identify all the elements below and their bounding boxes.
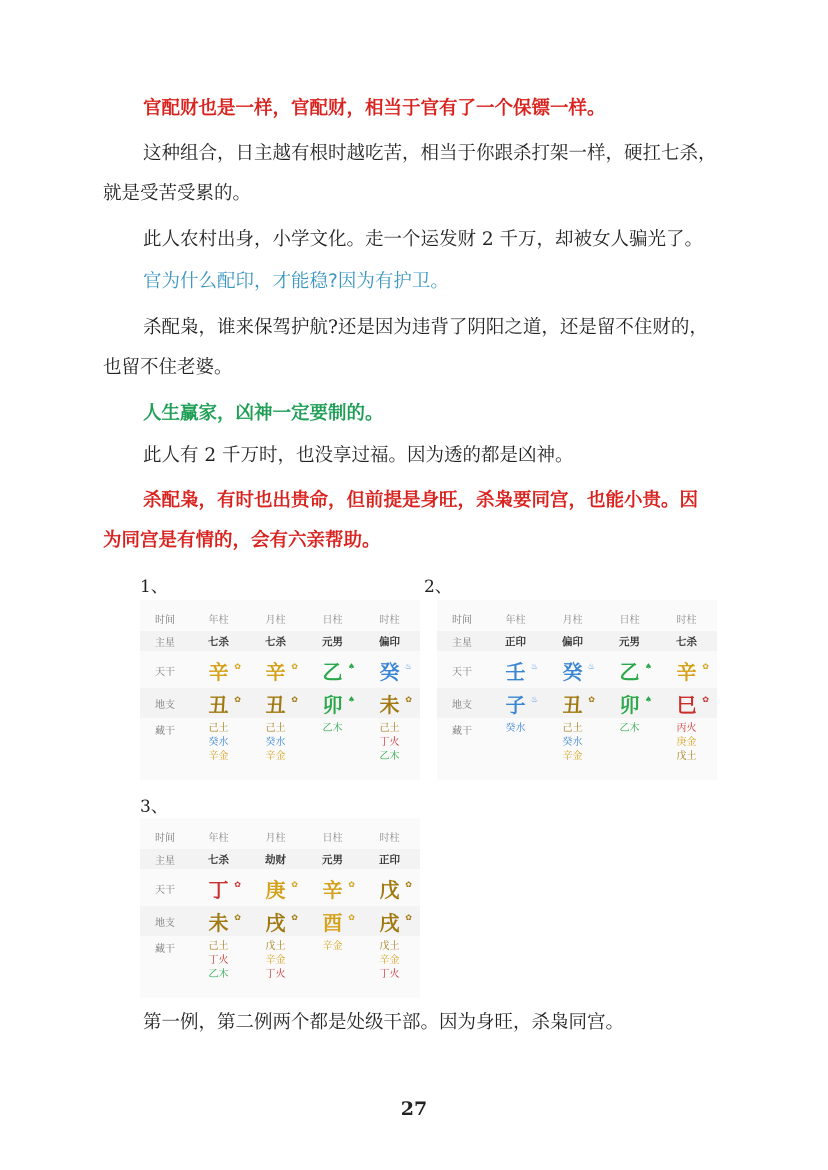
pillar-header: 月柱 <box>265 832 286 844</box>
main-star: 七杀 <box>676 635 697 648</box>
branch-row <box>140 688 420 718</box>
main-star: 元男 <box>619 635 640 648</box>
stem-row <box>140 873 420 903</box>
heavenly-stem <box>190 656 247 685</box>
branch-char: 丑 <box>265 692 286 717</box>
bazi-chart-1 <box>140 600 420 780</box>
stem-char: 戊 <box>379 877 400 902</box>
main-star: 偏印 <box>562 635 583 648</box>
main-star: 正印 <box>379 853 400 866</box>
hidden-row <box>140 722 420 772</box>
paragraph-9: 第一例，第二例两个都是处级干部。因为身旺，杀枭同宫。 <box>143 1012 625 1033</box>
hidden-stem: 辛金 <box>208 751 229 762</box>
main-star: 正印 <box>505 635 526 648</box>
paragraph-8: 杀配枭，有时也出贵命，但前提是身旺，杀枭要同宫，也能小贵。因 <box>143 490 699 511</box>
element-icon: ✿ <box>234 879 241 889</box>
branch-row <box>437 688 717 718</box>
hidden-stem: 丁火 <box>379 969 400 980</box>
earthly-branch <box>247 907 304 936</box>
element-icon: ♨ <box>530 661 538 671</box>
paragraph-1: 官配财也是一样，官配财，相当于官有了一个保镖一样。 <box>143 98 606 119</box>
hidden-stem: 己土 <box>379 723 400 734</box>
stem-char: 乙 <box>322 659 343 684</box>
main-star: 元男 <box>322 635 343 648</box>
bazi-chart-3 <box>140 818 420 998</box>
earthly-branch <box>190 689 247 718</box>
branch-char: 丑 <box>208 692 229 717</box>
element-icon: ✿ <box>702 661 709 671</box>
paragraph-7: 此人有 2 千万时，也没享过福。因为透的都是凶神。 <box>143 445 574 466</box>
stem-char: 乙 <box>619 659 640 684</box>
branch-row <box>140 906 420 936</box>
main-star: 七杀 <box>265 635 286 648</box>
earthly-branch <box>361 907 418 936</box>
earthly-branch <box>247 689 304 718</box>
stem-char: 癸 <box>379 659 400 684</box>
hidden-stems <box>487 722 544 736</box>
element-icon: ✿ <box>291 912 298 922</box>
element-icon: ✿ <box>702 694 709 704</box>
stem-char: 丁 <box>208 877 229 902</box>
hidden-stem: 癸水 <box>265 737 286 748</box>
earthly-branch <box>361 689 418 718</box>
pillar-header: 月柱 <box>562 614 583 626</box>
row-label: 天干 <box>452 666 472 678</box>
row-label: 天干 <box>155 666 175 678</box>
hidden-stems <box>190 722 247 764</box>
stem-row <box>437 655 717 685</box>
element-icon: ✿ <box>348 879 355 889</box>
hidden-stem: 辛金 <box>265 955 286 966</box>
header-row <box>140 826 420 846</box>
heavenly-stem <box>190 874 247 903</box>
element-icon: ✿ <box>405 879 412 889</box>
row-label: 时间 <box>155 832 175 844</box>
row-label: 时间 <box>452 614 472 626</box>
hidden-stem: 丁火 <box>379 737 400 748</box>
header-row <box>437 608 717 628</box>
paragraph-3: 此人农村出身，小学文化。走一个运发财 2 千万，却被女人骗光了。 <box>143 229 704 250</box>
hidden-stems <box>304 722 361 736</box>
pillar-header: 时柱 <box>379 614 400 626</box>
row-label: 藏干 <box>452 726 472 737</box>
heavenly-stem <box>601 656 658 685</box>
hidden-stem: 乙木 <box>208 969 229 980</box>
paragraph-2: 这种组合，日主越有根时越吃苦，相当于你跟杀打架一样，硬扛七杀， <box>143 143 717 164</box>
earthly-branch <box>544 689 601 718</box>
earthly-branch <box>658 689 715 718</box>
heavenly-stem <box>487 656 544 685</box>
row-label: 主星 <box>155 855 175 867</box>
bazi-chart-2 <box>437 600 717 780</box>
paragraph-5: 杀配枭，谁来保驾护航?还是因为违背了阴阳之道，还是留不住财的， <box>143 317 708 338</box>
row-label: 藏干 <box>155 944 175 955</box>
hidden-stems <box>190 940 247 982</box>
hidden-stems <box>247 722 304 764</box>
heavenly-stem <box>658 656 715 685</box>
hidden-stems <box>658 722 715 764</box>
hidden-stem: 乙木 <box>619 723 640 734</box>
star-row <box>140 631 420 651</box>
element-icon: ♨ <box>587 661 595 671</box>
pillar-header: 日柱 <box>619 614 640 626</box>
stem-char: 辛 <box>208 659 229 684</box>
element-icon: ♠ <box>644 694 652 704</box>
element-icon: ✿ <box>291 661 298 671</box>
branch-char: 卯 <box>619 692 640 717</box>
star-row <box>140 849 420 869</box>
hidden-stems <box>247 940 304 982</box>
branch-char: 巳 <box>676 692 697 717</box>
hidden-stem: 辛金 <box>265 751 286 762</box>
paragraph-8-cont: 为同宫是有情的，会有六亲帮助。 <box>103 530 381 551</box>
chart-1-number: 1、 <box>140 577 168 597</box>
branch-char: 子 <box>505 692 526 717</box>
hidden-stem: 己土 <box>265 723 286 734</box>
row-label: 时间 <box>155 614 175 626</box>
pillar-header: 日柱 <box>322 614 343 626</box>
hidden-stems <box>544 722 601 764</box>
hidden-stem: 辛金 <box>322 941 343 952</box>
paragraph-2-cont: 就是受苦受累的。 <box>103 183 252 204</box>
pillar-header: 时柱 <box>676 614 697 626</box>
pillar-header: 时柱 <box>379 832 400 844</box>
hidden-stem: 戊土 <box>676 751 697 762</box>
row-label: 主星 <box>452 637 472 649</box>
hidden-stem: 丙火 <box>676 723 697 734</box>
main-star: 七杀 <box>208 853 229 866</box>
stem-char: 辛 <box>265 659 286 684</box>
stem-char: 庚 <box>265 877 286 902</box>
row-label: 地支 <box>452 699 472 711</box>
hidden-stem: 癸水 <box>562 737 583 748</box>
hidden-row <box>437 722 717 772</box>
chart-2-number: 2、 <box>424 577 452 597</box>
element-icon: ♠ <box>347 661 355 671</box>
heavenly-stem <box>247 874 304 903</box>
element-icon: ✿ <box>291 694 298 704</box>
main-star: 劫财 <box>265 853 286 866</box>
element-icon: ♨ <box>530 694 538 704</box>
element-icon: ✿ <box>234 694 241 704</box>
pillar-header: 日柱 <box>322 832 343 844</box>
branch-char: 卯 <box>322 692 343 717</box>
earthly-branch <box>487 689 544 718</box>
row-label: 地支 <box>155 699 175 711</box>
hidden-stems <box>361 722 418 764</box>
hidden-stems <box>601 722 658 736</box>
hidden-stem: 庚金 <box>676 737 697 748</box>
element-icon: ✿ <box>234 661 241 671</box>
heavenly-stem <box>304 656 361 685</box>
stem-char: 癸 <box>562 659 583 684</box>
hidden-stem: 戊土 <box>265 941 286 952</box>
element-icon: ✿ <box>348 912 355 922</box>
element-icon: ✿ <box>291 879 298 889</box>
hidden-stem: 己土 <box>208 941 229 952</box>
row-label: 天干 <box>155 884 175 896</box>
stem-char: 辛 <box>676 659 697 684</box>
branch-char: 戌 <box>265 910 286 935</box>
hidden-stem: 丁火 <box>208 955 229 966</box>
paragraph-6: 人生赢家，凶神一定要制的。 <box>143 403 384 424</box>
branch-char: 未 <box>379 692 400 717</box>
hidden-stem: 癸水 <box>208 737 229 748</box>
branch-char: 丑 <box>562 692 583 717</box>
pillar-header: 年柱 <box>505 614 526 626</box>
star-row <box>437 631 717 651</box>
earthly-branch <box>190 907 247 936</box>
hidden-stem: 己土 <box>562 723 583 734</box>
stem-char: 壬 <box>505 659 526 684</box>
element-icon: ♠ <box>347 694 355 704</box>
hidden-stem: 戊土 <box>379 941 400 952</box>
heavenly-stem <box>247 656 304 685</box>
hidden-stem: 辛金 <box>562 751 583 762</box>
heavenly-stem <box>304 874 361 903</box>
stem-char: 辛 <box>322 877 343 902</box>
hidden-stem: 乙木 <box>322 723 343 734</box>
element-icon: ✿ <box>405 694 412 704</box>
heavenly-stem <box>361 874 418 903</box>
branch-char: 戌 <box>379 910 400 935</box>
row-label: 藏干 <box>155 726 175 737</box>
pillar-header: 年柱 <box>208 832 229 844</box>
hidden-stem: 丁火 <box>265 969 286 980</box>
main-star: 七杀 <box>208 635 229 648</box>
pillar-header: 年柱 <box>208 614 229 626</box>
hidden-stem: 乙木 <box>379 751 400 762</box>
branch-char: 酉 <box>322 910 343 935</box>
paragraph-5-cont: 也留不住老婆。 <box>103 357 233 378</box>
heavenly-stem <box>361 656 418 685</box>
main-star: 元男 <box>322 853 343 866</box>
main-star: 偏印 <box>379 635 400 648</box>
hidden-stem: 癸水 <box>505 723 526 734</box>
element-icon: ✿ <box>588 694 595 704</box>
hidden-stem: 辛金 <box>379 955 400 966</box>
paragraph-4: 官为什么配印，才能稳?因为有护卫。 <box>143 271 449 292</box>
stem-row <box>140 655 420 685</box>
pillar-header: 月柱 <box>265 614 286 626</box>
heavenly-stem <box>544 656 601 685</box>
hidden-stem: 己土 <box>208 723 229 734</box>
earthly-branch <box>304 689 361 718</box>
hidden-stems <box>304 940 361 954</box>
hidden-row <box>140 940 420 990</box>
row-label: 地支 <box>155 917 175 929</box>
chart-3-number: 3、 <box>140 797 168 817</box>
branch-char: 未 <box>208 910 229 935</box>
hidden-stems <box>361 940 418 982</box>
element-icon: ♨ <box>404 661 412 671</box>
element-icon: ✿ <box>405 912 412 922</box>
header-row <box>140 608 420 628</box>
element-icon: ✿ <box>234 912 241 922</box>
element-icon: ♠ <box>644 661 652 671</box>
row-label: 主星 <box>155 637 175 649</box>
earthly-branch <box>601 689 658 718</box>
earthly-branch <box>304 907 361 936</box>
page-number: 27 <box>400 1098 428 1120</box>
